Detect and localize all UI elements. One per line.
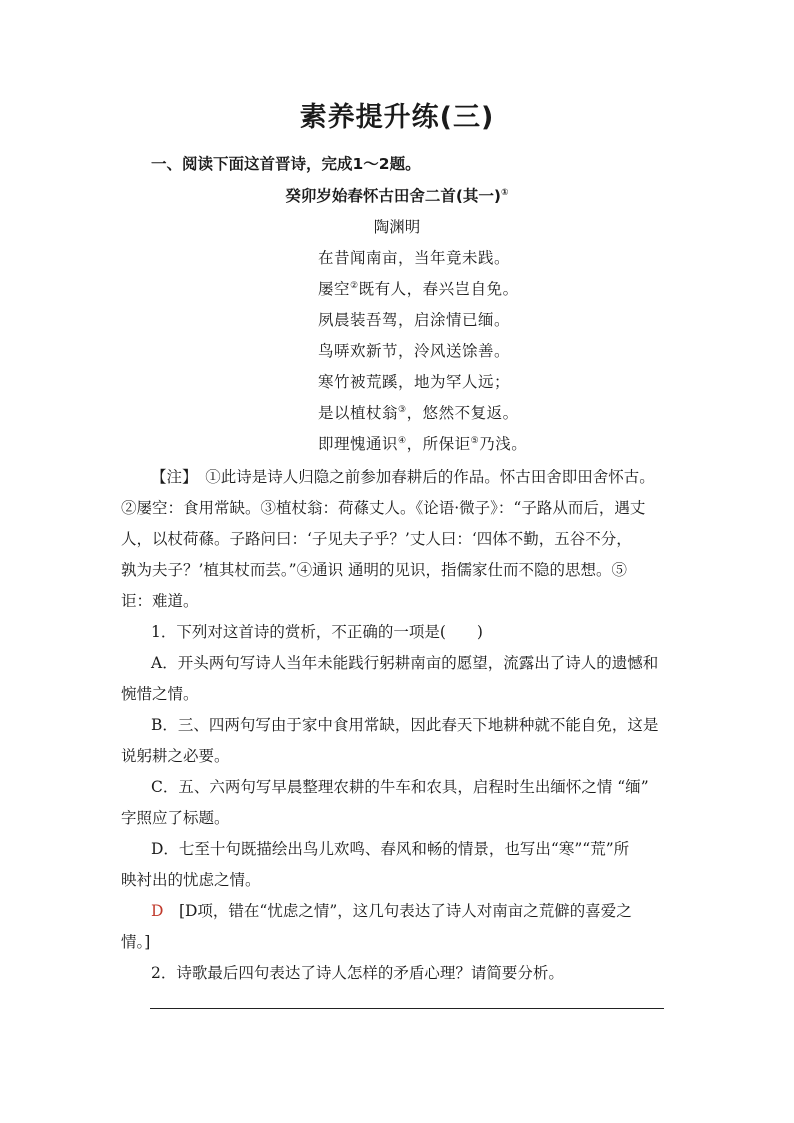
option-b-cont: 说躬耕之必要。 (121, 747, 230, 765)
option-d: D．七至十句既描绘出鸟儿欢鸣、春风和畅的情景，也写出“寒”“荒”所 (151, 840, 630, 858)
poem-line-text: ，所保讵 (406, 435, 471, 453)
poem-line-text: 乃浅。 (479, 435, 528, 453)
section-heading: 一、阅读下面这首晋诗，完成1～2题。 (151, 155, 421, 173)
answer-letter: D (151, 902, 164, 920)
poem-line (318, 310, 510, 330)
poem-line (318, 248, 510, 268)
answer-blank-line[interactable] (150, 1008, 664, 1009)
question-1-stem: 1．下列对这首诗的赏析，不正确的一项是( ) (151, 623, 483, 641)
notes-line: 【注】 ①此诗是诗人归隐之前参加春耕后的作品。怀古田舍即田舍怀古。 (151, 468, 655, 486)
question-2-stem: 2．诗歌最后四句表达了诗人怎样的矛盾心理？请简要分析。 (151, 964, 564, 982)
poem-line-text: ，悠然不复返。 (406, 404, 519, 422)
answer-explanation: [D项，错在“忧虑之情”，这几句表达了诗人对南亩之荒僻的喜爱之 (178, 902, 632, 920)
poem-line-text: 鸟哢欢新节，泠风送馀善。 (318, 342, 511, 360)
poem-line (318, 434, 527, 454)
poem-line-text: 夙晨装吾驾，启涂情已缅。 (318, 311, 511, 329)
poem-line-text: 既有人，春兴岂自免。 (358, 280, 519, 298)
poem-line-text: 寒竹被荒蹊，地为罕人远； (318, 373, 511, 391)
footnote-marker: ⑤ (470, 435, 480, 446)
poem-line-text: 即理愧通识 (318, 435, 399, 453)
poem-author: 陶渊明 (373, 218, 421, 236)
option-c-cont: 字照应了标题。 (121, 809, 230, 827)
notes-line: 孰为夫子？’植其杖而芸。”④通识 通明的见识，指儒家仕而不隐的思想。⑤ (121, 561, 628, 579)
answer-line (151, 901, 632, 921)
poem-title-text: 癸卯岁始春怀古田舍二首(其一) (285, 187, 502, 205)
poem-line (318, 403, 519, 423)
poem-line-text: 屡空 (318, 280, 351, 298)
option-c: C．五、六两句写早晨整理农耕的牛车和农具，启程时生出缅怀之情 “缅” (151, 778, 649, 796)
poem-line-text: 在昔闻南亩，当年竟未践。 (318, 249, 511, 267)
poem-line (318, 341, 510, 361)
poem-line-text: 是以植杖翁 (318, 404, 399, 422)
notes-line: 人，以杖荷蓧。子路问曰：‘子见夫子乎？’丈人曰：‘四体不勤，五谷不分， (121, 530, 632, 548)
option-a-cont: 惋惜之情。 (121, 685, 199, 703)
option-d-cont: 映衬出的忧虑之情。 (121, 871, 261, 889)
option-a: A．开头两句写诗人当年未能践行躬耕南亩的愿望，流露出了诗人的遗憾和 (151, 654, 659, 672)
poem-title (0, 186, 794, 206)
footnote-marker: ④ (398, 435, 407, 446)
footnote-marker: ② (350, 280, 359, 291)
poem-line (318, 279, 519, 299)
option-b: B．三、四两句写由于家中食用常缺，因此春天下地耕种就不能自免，这是 (151, 716, 659, 734)
notes-line: ②屡空：食用常缺。③植杖翁：荷蓧丈人。《论语·微子》：“子路从而后，遇丈 (121, 499, 646, 517)
poem-title-footnote: ① (501, 187, 509, 198)
poem-line (318, 372, 510, 392)
answer-explanation-cont: 情。] (121, 933, 151, 951)
footnote-marker: ③ (398, 404, 407, 415)
notes-line: 讵：难道。 (121, 592, 199, 610)
page-title: 素养提升练(三) (299, 102, 495, 133)
